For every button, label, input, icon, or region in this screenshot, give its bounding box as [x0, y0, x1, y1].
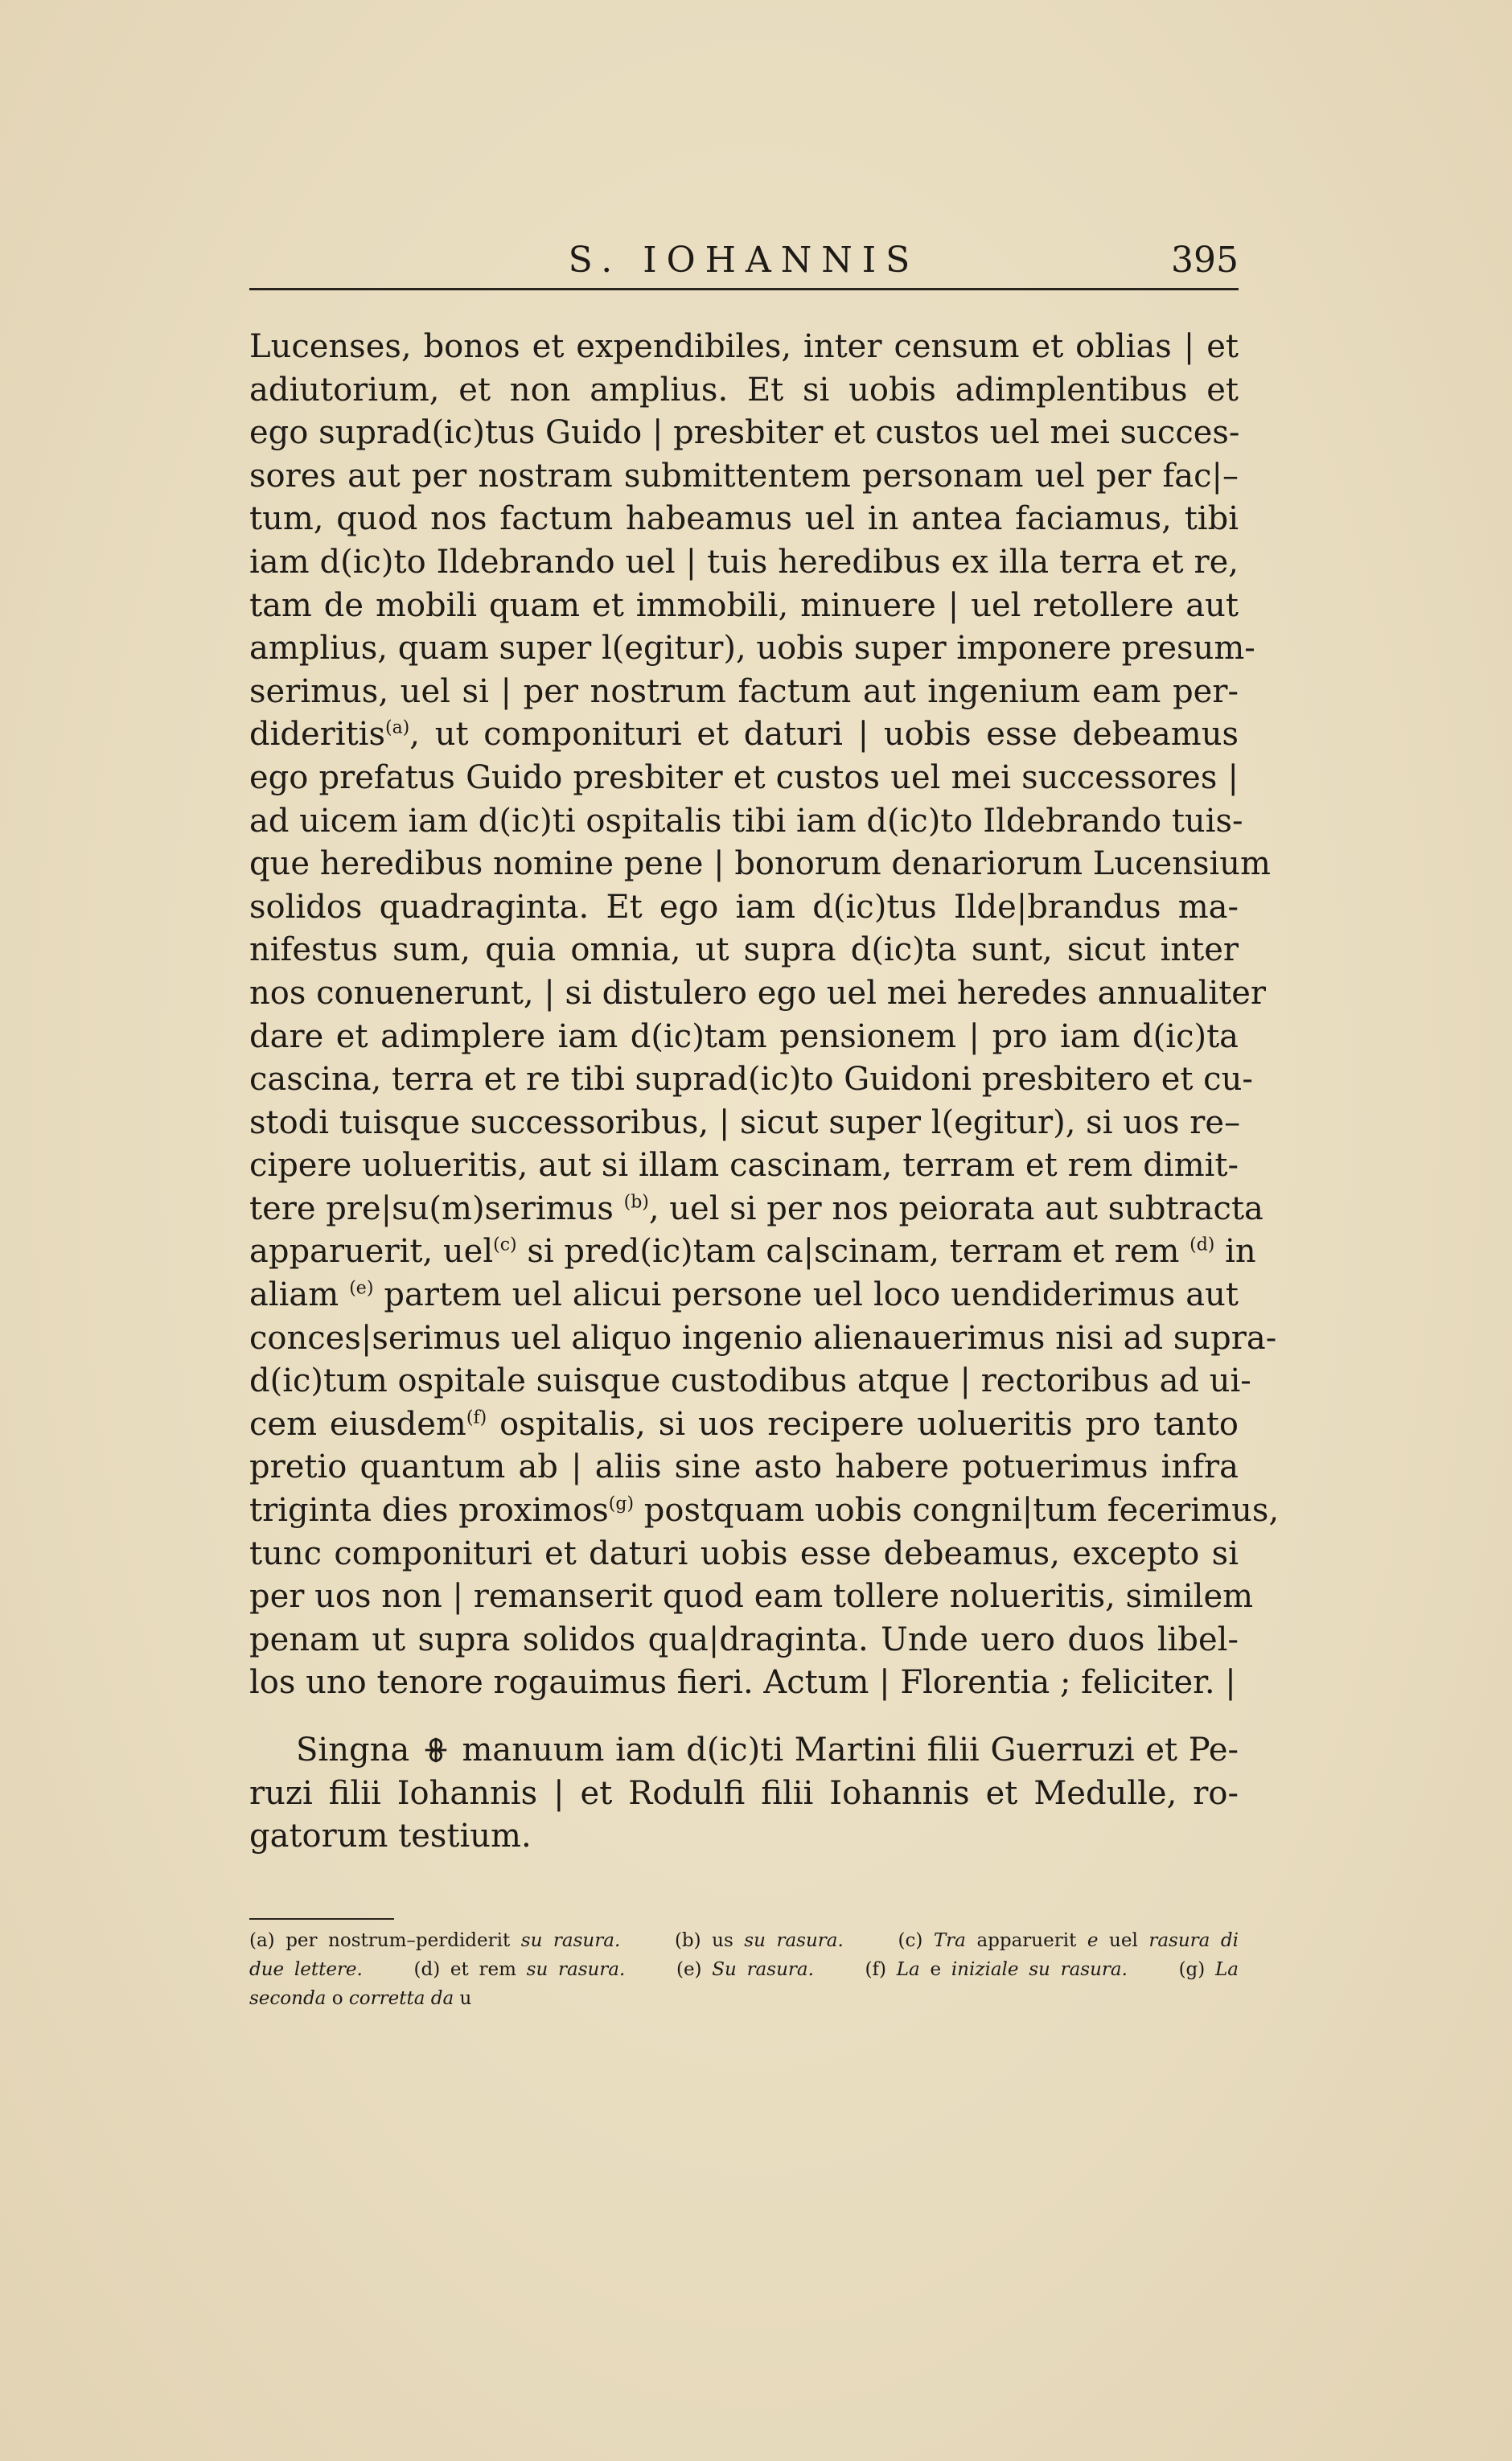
line-text: postquam uobis congni|tum fecerimus,	[634, 1492, 1280, 1530]
footnote-text: seconda	[249, 1988, 327, 2009]
line-text: dideritis	[249, 716, 385, 754]
footnote-text: La	[1214, 1959, 1239, 1980]
line-text: apparuerit, uel	[249, 1233, 494, 1271]
line-text: que heredibus nomine pene | bonorum denariorum Lucensium	[249, 845, 1271, 883]
line-text: ad uicem iam d(ic)ti ospitalis tibi iam d(ic)to Ildebrando tuis-	[249, 802, 1243, 840]
footnote-marker: (e)	[349, 1278, 374, 1299]
text-line	[249, 1446, 1239, 1489]
footnote-marker: (d)	[1189, 1235, 1215, 1256]
line-text: tere pre|su(m)serimus	[249, 1189, 624, 1227]
footnote-marker: (g)	[608, 1493, 635, 1514]
footnote-text: u	[454, 1988, 472, 2009]
line-text: tam de mobili quam et immobili, minuere | uel retollere aut	[249, 586, 1239, 624]
line-text: nos conuenerunt, | si distulero ego uel mei heredes annualiter	[249, 974, 1267, 1012]
footnote-line	[249, 1984, 1239, 2013]
signature-line: ruzi filii Iohannis | et Rodulfi filii Iohannis et Medulle, ro-	[249, 1774, 1239, 1812]
footnote-text: Su rasura.	[712, 1959, 814, 1980]
footnote-text: su rasura.	[526, 1959, 626, 1980]
signum-cross-icon	[421, 1735, 451, 1765]
text-line	[249, 886, 1239, 930]
footnote-text: (f)	[813, 1959, 897, 1980]
text-line	[249, 369, 1239, 413]
footnote-text: e	[1087, 1930, 1099, 1951]
footnote-marker: (a)	[384, 718, 410, 739]
charter-text	[249, 326, 1280, 1705]
footnote-text: su rasura.	[520, 1930, 621, 1951]
signature-paragraph	[249, 1729, 1239, 1859]
footnote-text: (c)	[843, 1930, 934, 1951]
footnote-marker: (f)	[466, 1407, 487, 1428]
text-line	[249, 1576, 1254, 1619]
line-text: tunc componituri et daturi uobis esse debeamus, excepto si	[249, 1535, 1239, 1572]
footnote-marker: (c)	[493, 1235, 517, 1256]
footnote-text: su rasura.	[744, 1930, 844, 1951]
footnote-text: apparuerit	[965, 1930, 1087, 1951]
text-line	[249, 1533, 1239, 1576]
text-line	[249, 929, 1239, 972]
text-line	[249, 1317, 1277, 1361]
line-text: penam ut supra solidos qua|draginta. Unde uero duos libel-	[249, 1621, 1239, 1658]
text-line	[249, 843, 1271, 886]
line-text: d(ic)tum ospitale suisque custodibus atque | rectoribus ad ui-	[249, 1362, 1251, 1400]
line-text: triginta dies proximos	[249, 1492, 609, 1530]
line-text: ospitalis, si uos recipere uolueritis pro tanto	[487, 1405, 1239, 1443]
line-text: nifestus sum, quia omnia, ut supra d(ic)ta sunt, sicut inter	[249, 931, 1239, 969]
text-line	[249, 713, 1239, 757]
footnote-text: Tra	[933, 1930, 966, 1951]
line-text: cipere uolueritis, aut si illam cascinam, terram et rem dimit-	[249, 1147, 1239, 1185]
text-line	[249, 1489, 1280, 1533]
footnote-text: uel	[1098, 1930, 1149, 1951]
text-line	[249, 326, 1239, 369]
line-text: in	[1214, 1233, 1256, 1271]
footnote-text: o	[326, 1988, 349, 2009]
footnote-text: La	[896, 1959, 920, 1980]
line-text: conces|serimus uel aliquo ingenio alienauerimus nisi ad supra-	[249, 1319, 1277, 1357]
text-line	[249, 585, 1239, 628]
line-text: pretio quantum ab | aliis sine asto habere potuerimus infra	[249, 1448, 1239, 1486]
text-line	[249, 1102, 1239, 1145]
line-text: ego suprad(ic)tus Guido | presbiter et custos uel mei succes-	[249, 414, 1240, 452]
text-line	[249, 1662, 1239, 1705]
text-line	[249, 1058, 1253, 1102]
footnote-text: rasura di	[1148, 1930, 1239, 1951]
footnote-text: iniziale su rasura.	[951, 1959, 1128, 1980]
signature-line: gatorum testium.	[249, 1818, 532, 1855]
footnotes	[249, 1926, 1239, 2013]
line-text: , uel si per nos peiorata aut subtracta	[648, 1189, 1263, 1227]
text-line	[249, 1144, 1239, 1188]
text-line	[249, 455, 1239, 499]
line-text: cascina, terra et re tibi suprad(ic)to Guidoni presbitero et cu-	[249, 1061, 1253, 1099]
line-text: dare et adimplere iam d(ic)tam pensionem | pro iam d(ic)ta	[249, 1017, 1239, 1055]
footnote-text: (b) us	[620, 1930, 745, 1951]
footnote-marker: (b)	[623, 1192, 649, 1213]
running-title: S. IOHANNIS	[568, 240, 920, 281]
text-line	[249, 498, 1239, 541]
footnote-text: e	[919, 1959, 951, 1980]
text-line	[249, 757, 1239, 800]
text-line	[249, 1619, 1239, 1662]
line-text: solidos quadraginta. Et ego iam d(ic)tus Ilde|brandus ma-	[249, 888, 1239, 926]
text-line	[249, 1274, 1239, 1317]
line-text: adiutorium, et non amplius. Et si uobis adimplentibus et	[249, 371, 1239, 409]
line-text: aliam	[249, 1276, 350, 1314]
line-text: iam d(ic)to Ildebrando uel | tuis heredibus ex illa terra et re,	[249, 543, 1239, 581]
text-line	[249, 1188, 1263, 1231]
line-text: Lucenses, bonos et expendibiles, inter censum et oblias | et	[249, 328, 1239, 365]
line-text: cem eiusdem	[249, 1405, 466, 1443]
page-number: 395	[1171, 240, 1239, 281]
signature-line: Singna manuum iam d(ic)ti Martini filii Guerruzi et Pe-	[296, 1732, 1239, 1769]
text-line	[249, 1403, 1239, 1447]
text-line	[249, 541, 1239, 585]
footnote-rule	[249, 1918, 394, 1920]
line-text: ego prefatus Guido presbiter et custos uel mei successores |	[249, 758, 1239, 796]
line-text: serimus, uel si | per nostrum factum aut ingenium eam per-	[249, 672, 1239, 710]
line-text: sores aut per nostram submittentem personam uel per fac|–	[249, 457, 1239, 495]
line-text: , ut componituri et daturi | uobis esse debeamus	[409, 716, 1239, 754]
header-rule	[249, 288, 1239, 290]
footnote-text: (e)	[625, 1959, 713, 1980]
line-text: stodi tuisque successoribus, | sicut super l(egitur), si uos re–	[249, 1103, 1241, 1141]
line-text: los uno tenore rogauimus fieri. Actum | Florentia ; feliciter. |	[249, 1664, 1236, 1702]
text-line	[249, 972, 1267, 1016]
text-line	[249, 671, 1239, 714]
line-text: amplius, quam super l(egitur), uobis super imponere presum-	[249, 630, 1255, 668]
text-line	[249, 412, 1239, 455]
text-line	[249, 1230, 1256, 1274]
footnote-line	[249, 1955, 1239, 1984]
footnote-text: (g)	[1127, 1959, 1215, 1980]
footnote-text: (d) et rem	[362, 1959, 527, 1980]
text-line	[249, 800, 1243, 844]
text-line	[249, 1360, 1251, 1403]
line-text: si pred(ic)tam ca|scinam, terram et rem	[516, 1233, 1190, 1271]
text-line	[249, 627, 1255, 671]
line-text: per uos non | remanserit quod eam tollere nolueritis, similem	[249, 1578, 1254, 1616]
line-text: partem uel alicui persone uel loco uendiderimus aut	[373, 1276, 1239, 1314]
line-text: tum, quod nos factum habeamus uel in antea faciamus, tibi	[249, 500, 1239, 538]
footnote-text: (a) per nostrum–perdiderit	[249, 1930, 521, 1951]
footnote-text: corretta da	[348, 1988, 454, 2009]
footnote-line	[249, 1926, 1239, 1955]
footnote-text: due lettere.	[249, 1959, 363, 1980]
text-line	[249, 1016, 1239, 1059]
